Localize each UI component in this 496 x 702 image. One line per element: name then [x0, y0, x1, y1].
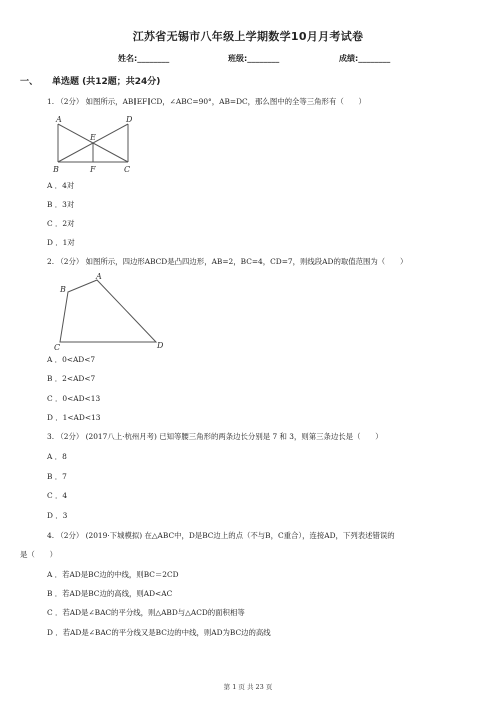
question-4-text-line2: 是（ ） — [20, 550, 57, 559]
q4-option-a: A ．若AD是BC边的中线，则BC＝2CD — [47, 570, 179, 579]
section-label: 单选题 (共12题；共24分) — [52, 77, 161, 87]
question-1-figure — [50, 112, 145, 176]
label-E: E — [90, 133, 96, 142]
label-A: A — [96, 272, 102, 281]
q3-option-b: B ．7 — [47, 472, 67, 481]
label-A: A — [56, 115, 62, 124]
q4-option-c: C ．若AD是∠BAC的平分线，则△ABD与△ACD的面积相等 — [47, 608, 245, 617]
label-B: B — [60, 285, 66, 294]
q2-option-c: C ．0<AD<13 — [47, 394, 101, 403]
q3-option-a: A ．8 — [47, 452, 67, 461]
q1-option-a: A ．4对 — [47, 181, 75, 190]
q2-option-d: D ．1<AD<13 — [47, 413, 101, 422]
q3-option-c: C ．4 — [47, 491, 68, 500]
q2-option-a: A ．0<AD<7 — [47, 355, 96, 364]
label-F: F — [90, 165, 96, 174]
score-field: 成绩:________ — [339, 54, 391, 63]
question-2-figure — [52, 270, 172, 352]
label-D: D — [157, 341, 164, 350]
name-field: 姓名:________ — [118, 54, 170, 63]
class-field: 班级:________ — [228, 54, 280, 63]
question-4-text-line1: 4. （2分） (2019·下城模拟) 在△ABC中，D是BC边上的点（不与B，C重合），连接AD，下列表述错误的 — [47, 531, 395, 540]
question-2-text: 2. （2分） 如图所示，四边形ABCD是凸四边形，AB=2，BC=4，CD=7，则线段AD的取值范围为（ ） — [47, 257, 408, 266]
question-1-text: 1. （2分） 如图所示，AB∥EF∥CD，∠ABC=90°，AB=DC，那么图中的全等三角形有（ ） — [47, 97, 366, 106]
question-3-text: 3. （2分） (2017八上·杭州月考) 已知等腰三角形的两条边长分别是 7 和 3，则第三条边长是（ ） — [47, 432, 383, 441]
page-footer: 第 1 页 共 23 页 — [223, 683, 273, 691]
label-D: D — [126, 115, 133, 124]
q1-option-c: C ．2对 — [47, 219, 75, 228]
q4-option-d: D ．若AD是∠BAC的平分线又是BC边的中线，则AD为BC边的高线 — [47, 628, 271, 637]
label-C: C — [54, 343, 61, 352]
label-B: B — [53, 165, 59, 174]
label-C: C — [124, 165, 131, 174]
q4-option-b: B ．若AD是BC边的高线，则AD<AC — [47, 589, 173, 598]
q3-option-d: D ．3 — [47, 511, 68, 520]
section-number: 一、 — [20, 77, 39, 87]
q2-option-b: B ．2<AD<7 — [47, 374, 96, 383]
q1-option-d: D ．1对 — [47, 238, 75, 247]
section-heading — [20, 74, 160, 87]
q1-option-b: B ．3对 — [47, 200, 75, 209]
page-title: 江苏省无锡市八年级上学期数学10月月考试卷 — [132, 30, 364, 43]
